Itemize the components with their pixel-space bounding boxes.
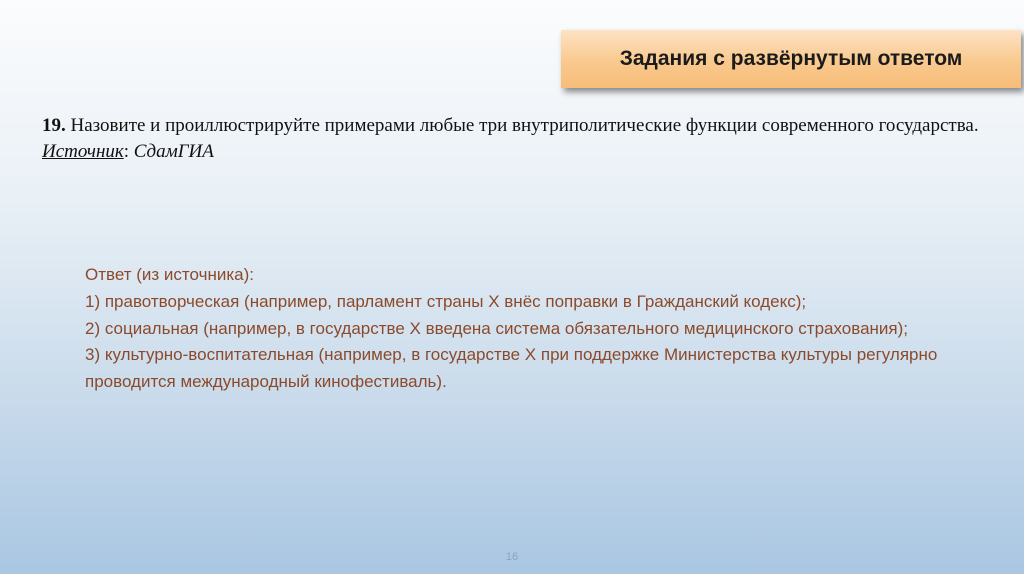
answer-item-2: 2) социальная (например, в государстве Х введена система обязательного медицинского страхования); (85, 318, 909, 338)
question-number: 19. (42, 115, 66, 136)
answer-item-3: 3) культурно-воспитательная (например, в государстве Х при поддержке Министерства культуры регулярно проводится международный кинофестиваль). (85, 345, 938, 392)
source-separator: : (123, 141, 134, 162)
answer-heading: Ответ (из источника): (85, 265, 254, 284)
question-text (42, 113, 1002, 139)
answer-item-1: 1) правотворческая (например, парламент страны Х внёс поправки в Гражданский кодекс); (85, 291, 807, 311)
question-body: Назовите и проиллюстрируйте примерами любые три внутриполитические функции современного государства. (65, 115, 979, 136)
slide-title: Задания с развёрнутым ответом (619, 47, 963, 70)
source-label: Источник (42, 141, 124, 162)
answer-block (85, 262, 965, 396)
source-value: СдамГИА (133, 141, 214, 162)
title-box (561, 30, 1021, 88)
page-number: 16 (505, 551, 519, 563)
source-line (42, 139, 1002, 165)
question-block (42, 113, 1002, 165)
